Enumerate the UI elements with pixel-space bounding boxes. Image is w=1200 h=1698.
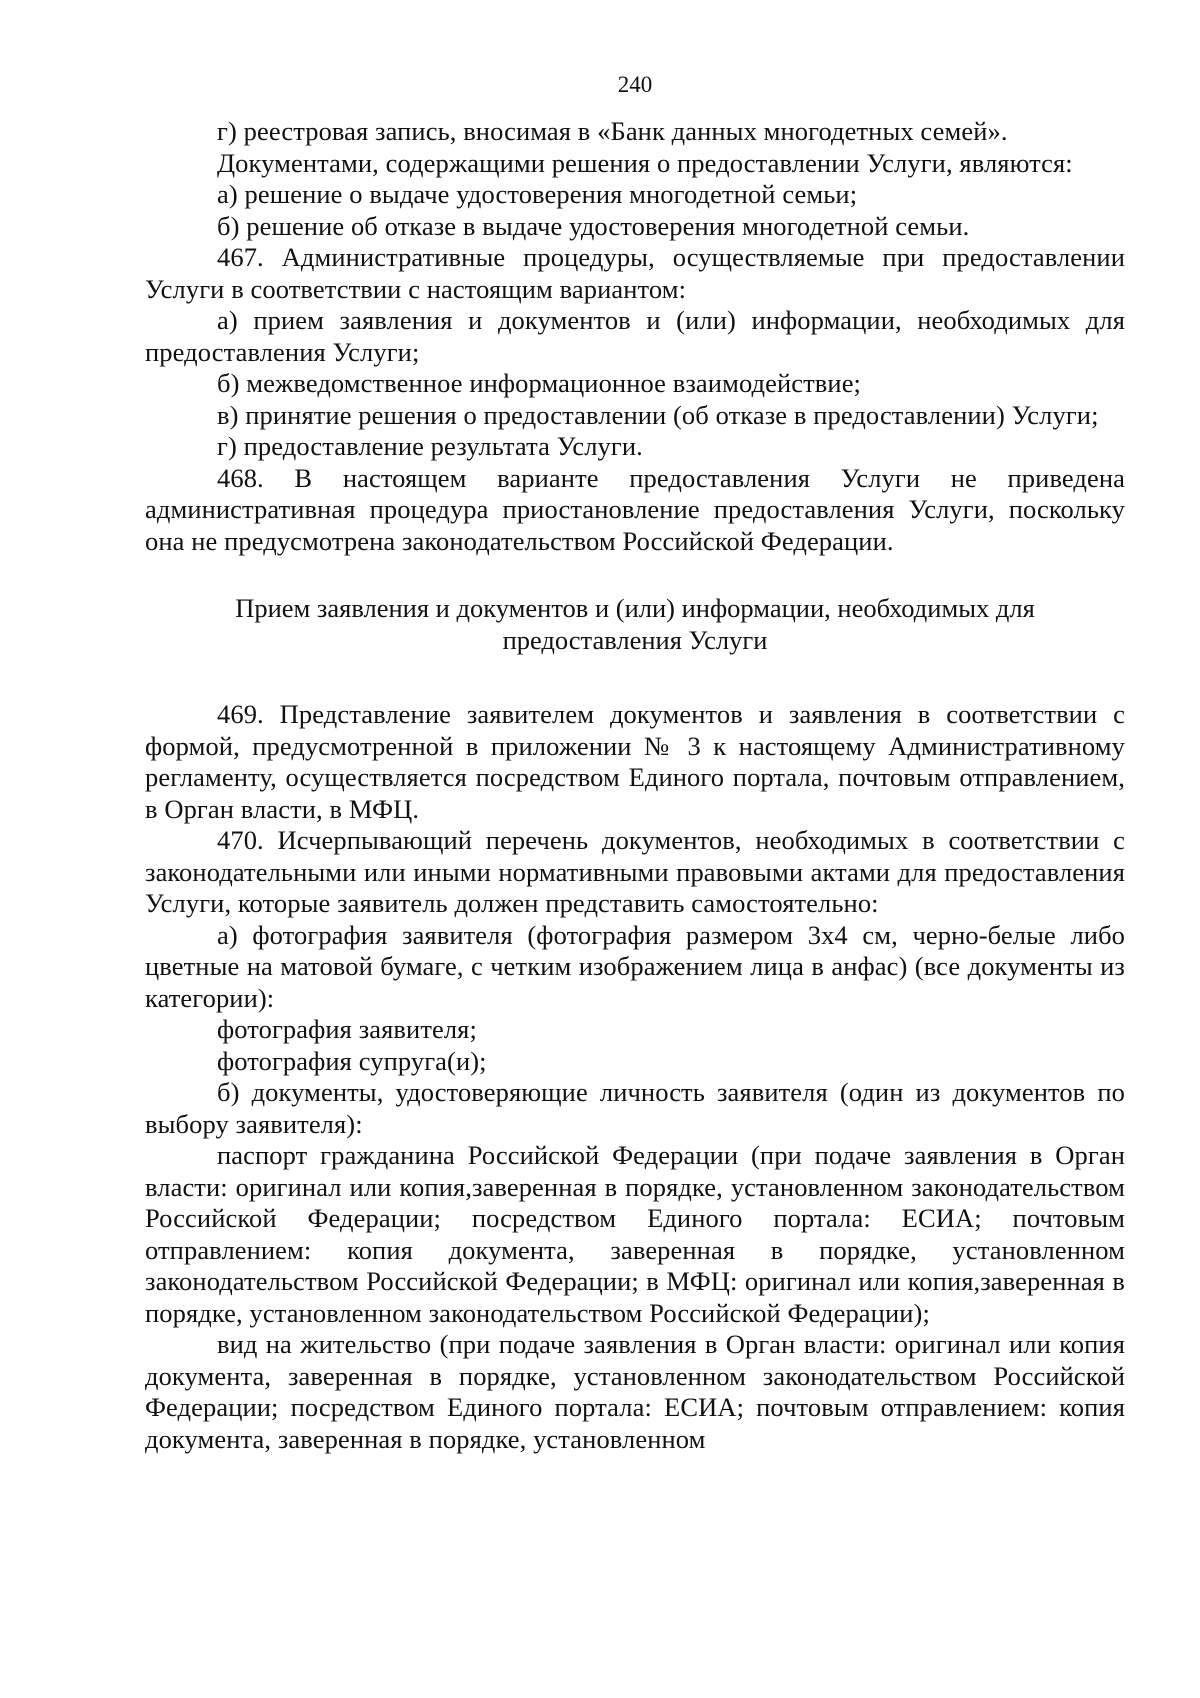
section-heading: Прием заявления и документов и (или) информации, необходимых для предоставления Услуги [235,593,1035,655]
paragraph-468: 468. В настоящем варианте предоставления Услуги не приведена административная процедура приостановление предоставления Услуги, поскольку она не предусмотрена законодательством Российской Федерации. [145,462,1125,556]
paragraph-registry-entry: г) реестровая запись, вносимая в «Банк данных многодетных семей». [217,116,1008,146]
paragraph-decision-refusal: б) решение об отказе в выдаче удостоверения многодетной семьи. [217,210,970,241]
paragraph-467: 467. Административные процедуры, осуществляемые при предоставлении Услуги в соответствии с настоящим вариантом: [145,242,1125,304]
paragraph-470-b: б) документы, удостоверяющие личность заявителя (один из документов по выбору заявителя): [145,1077,1125,1139]
page-number: 240 [617,72,653,97]
paragraph-467-c: в) принятие решения о предоставлении (об отказе в предоставлении) Услуги; [217,399,1099,430]
paragraph-470-a: а) фотография заявителя (фотография размером 3х4 см, черно-белые либо цветные на матовой бумаге, с четким изображением лица в анфас) (все документы из категории): [145,919,1125,1013]
paragraph-decision-issue: а) решение о выдаче удостоверения многодетной семьи; [217,179,858,209]
paragraph-467-b: б) межведомственное информационное взаимодействие; [217,368,862,398]
document-page [145,70,1125,1455]
paragraph-470: 470. Исчерпывающий перечень документов, необходимых в соответствии с законодательными или иными нормативными правовыми актами для предоставления Услуги, которые заявитель должен представить самостоятельно: [145,825,1125,918]
list-item-applicant-photo: фотография заявителя; [217,1014,477,1044]
paragraph-469: 469. Представление заявителем документов и заявления в соответствии с формой, предусмотренной в приложении № 3 к настоящему Административному регламенту, осуществляется посредством Единого портала, почтовым отправлением, в Орган власти, в МФЦ. [145,699,1125,824]
paragraph-decision-documents: Документами, содержащими решения о предоставлении Услуги, являются: [217,147,1073,178]
section-block-1 [145,116,1125,557]
list-item-residence-permit: вид на жительство (при подаче заявления в Орган власти: оригинал или копия документа, заверенная в порядке, установленном законодательством Российской Федерации; посредством Единого портала: ЕСИА; почтовым отправлением: копия документа, заверенная в порядке, установленном [145,1329,1125,1454]
paragraph-467-d: г) предоставление результата Услуги. [217,431,643,461]
list-item-passport: паспорт гражданина Российской Федерации (при подаче заявления в Орган власти: оригинал или копия,заверенная в порядке, установленном законодательством Российской Федерации; посредством Единого портала: ЕСИА; почтовым отправлением: копия документа, заверенная в порядке, установленном законодательством Российской Федерации; в МФЦ: оригинал или копия,заверенная в порядке, установленном законодательством Российской Федерации); [145,1140,1125,1328]
section-block-2 [145,699,1125,1455]
paragraph-467-a: а) прием заявления и документов и (или) информации, необходимых для предоставления Услуги; [145,305,1125,367]
list-item-spouse-photo: фотография супруга(и); [217,1045,487,1076]
